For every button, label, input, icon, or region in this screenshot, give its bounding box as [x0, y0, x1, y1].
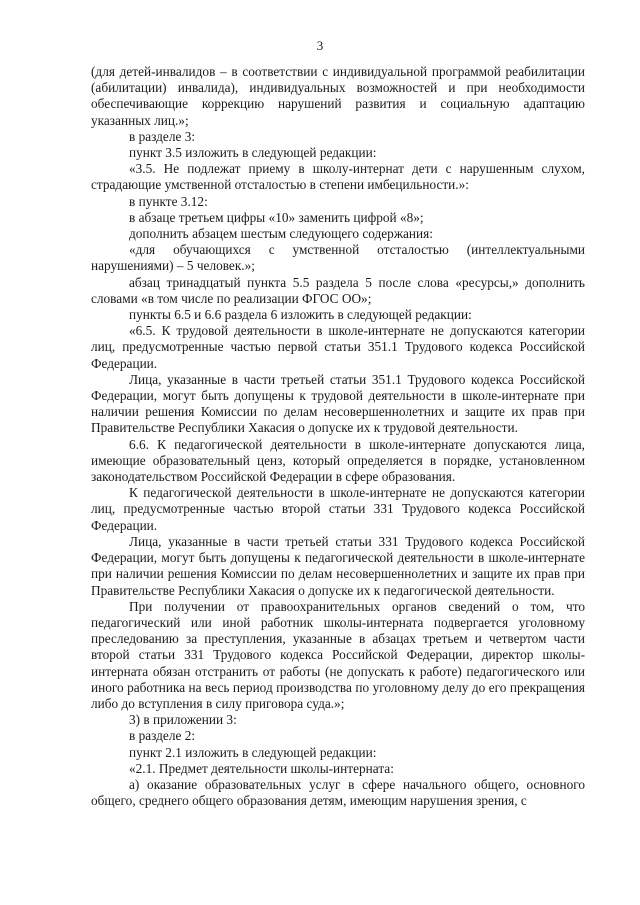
paragraph: «3.5. Не подлежат приему в школу-интернат дети с нарушенным слухом, страдающие умственной отсталостью в степени имбецильности.»:: [91, 161, 585, 193]
paragraph: К педагогической деятельности в школе-интернате не допускаются категории лиц, предусмотренные частью второй статьи 331 Трудового кодекса Российской Федерации.: [91, 485, 585, 533]
document-body: [91, 64, 585, 809]
paragraph: «для обучающихся с умственной отсталостью (интеллектуальными нарушениями) – 5 человек.»;: [91, 242, 585, 274]
paragraph: 6.6. К педагогической деятельности в школе-интернате допускаются лица, имеющие образовательный ценз, который определяется в порядке, установленном законодательством Российской Федерации в сфере образования.: [91, 436, 585, 485]
paragraph: При получении от правоохранительных органов сведений о том, что педагогический или иной работник школы-интерната подвергается уголовному преследованию за преступления, указанные в абзацах третьем и четвертом части второй статьи 331 Трудового кодекса Российской Федерации, директор школы-интерната обязан отстранить от работы (не допускать к работе) педагогического или иного работника на весь период производства по уголовному делу до его прекращения либо до вступления в силу приговора суда.»;: [91, 598, 585, 711]
paragraph: дополнить абзацем шестым следующего содержания:: [129, 226, 433, 242]
paragraph: (для детей-инвалидов – в соответствии с индивидуальной программой реабилитации (абилитации) инвалида), индивидуальных возможностей и при необходимости обеспечивающие коррекцию нарушений развития и социальную адаптацию указанных лиц.»;: [91, 64, 585, 128]
paragraph: «2.1. Предмет деятельности школы-интерната:: [129, 760, 394, 776]
paragraph: пункт 2.1 изложить в следующей редакции:: [129, 744, 377, 760]
paragraph: Лица, указанные в части третьей статьи 351.1 Трудового кодекса Российской Федерации, могут быть допущены к трудовой деятельности в школе-интернате при наличии решения Комиссии по делам несовершеннолетних и защите их прав при Правительстве Республики Хакасия о допуске их к трудовой деятельности.: [91, 371, 585, 436]
paragraph: в пункте 3.12:: [129, 193, 208, 209]
paragraph: пункты 6.5 и 6.6 раздела 6 изложить в следующей редакции:: [129, 307, 472, 323]
paragraph: 3) в приложении 3:: [129, 712, 237, 728]
paragraph: абзац тринадцатый пункта 5.5 раздела 5 после слова «ресурсы,» дополнить словами «в том числе по реализации ФГОС ОО»;: [91, 274, 585, 306]
paragraph: в разделе 3:: [129, 128, 196, 144]
paragraph: а) оказание образовательных услуг в сфере начального общего, основного общего, среднего общего образования детям, имеющим нарушения зрения, с: [91, 776, 585, 809]
paragraph: Лица, указанные в части третьей статьи 331 Трудового кодекса Российской Федерации, могут быть допущены к педагогической деятельности в школе-интернате при наличии решения Комиссии по делам несовершеннолетних и защите их прав при Правительстве Республики Хакасия о допуске их к педагогической деятельности.: [91, 533, 585, 598]
paragraph: пункт 3.5 изложить в следующей редакции:: [129, 145, 377, 161]
paragraph: в абзаце третьем цифры «10» заменить цифрой «8»;: [129, 209, 424, 225]
paragraph: «6.5. К трудовой деятельности в школе-интернате не допускаются категории лиц, предусмотренные частью первой статьи 351.1 Трудового кодекса Российской Федерации.: [91, 323, 585, 371]
page-number: 3: [316, 38, 324, 53]
paragraph: в разделе 2:: [129, 728, 196, 744]
